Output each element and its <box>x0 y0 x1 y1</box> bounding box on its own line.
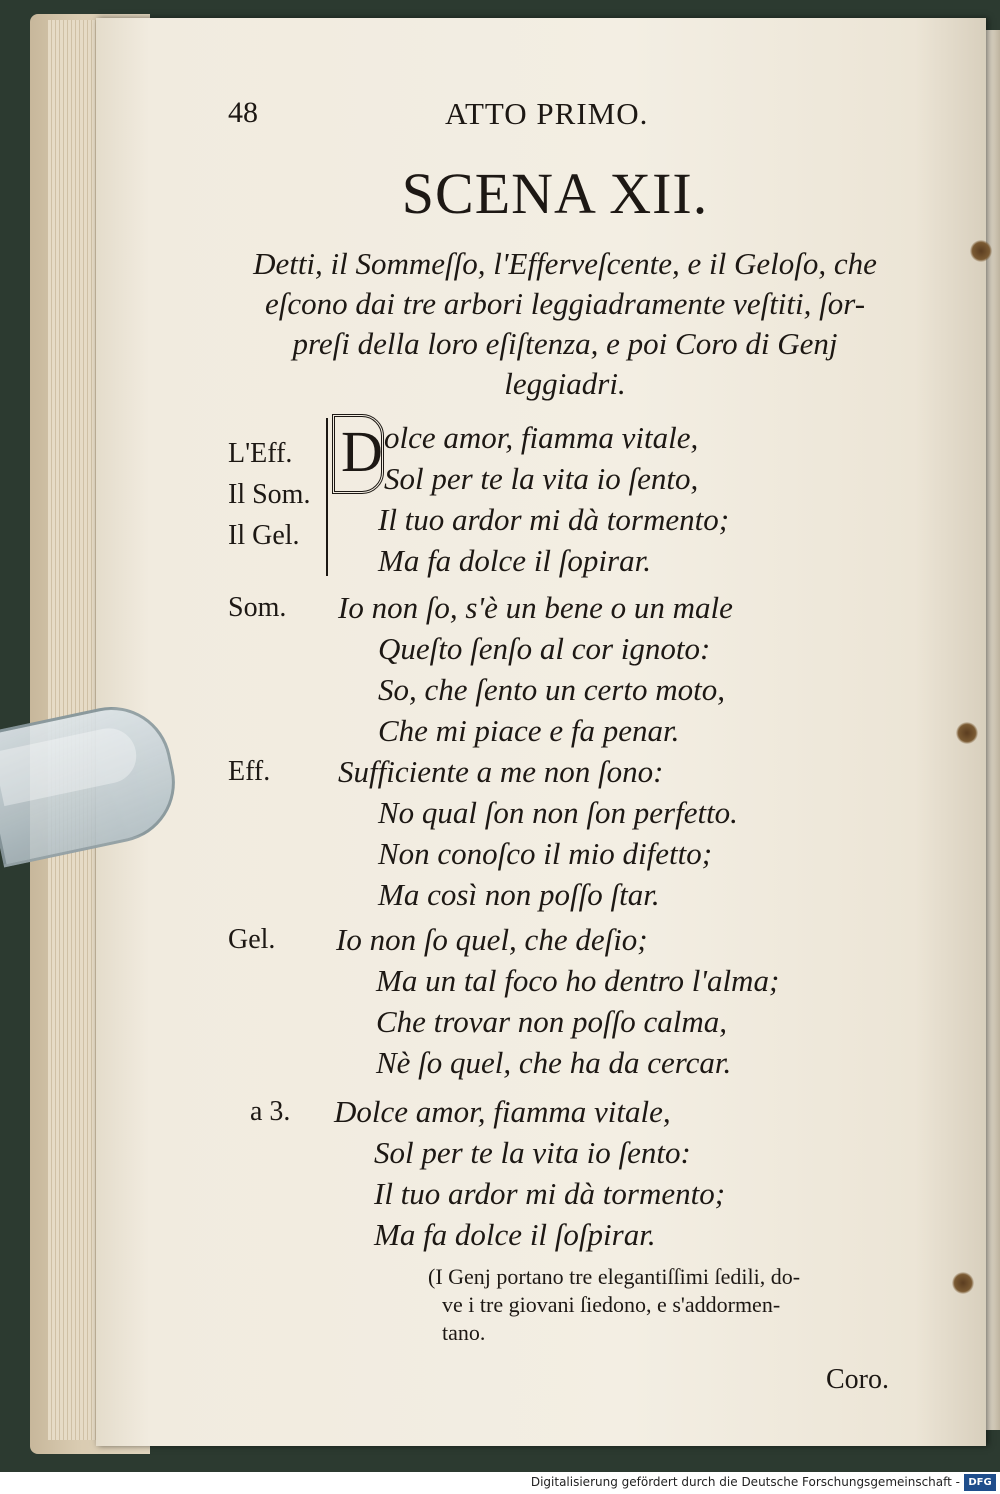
speaker-label: Som. <box>228 592 287 623</box>
stage-note-line: tano. <box>442 1320 486 1345</box>
speaker-label: a 3. <box>250 1096 291 1127</box>
binding-thread <box>952 1272 974 1294</box>
verse-line: Io non ſo quel, che deſio; <box>336 922 648 957</box>
clip-highlight <box>0 723 141 806</box>
stage-note-line: ve i tre giovani ſiedono, e s'addormen- <box>442 1292 781 1317</box>
verse-line: Ma così non poſſo ſtar. <box>378 877 660 912</box>
speaker-label: L'Eff. <box>228 438 293 469</box>
binding-thread <box>956 722 978 744</box>
dropcap-letter: D <box>341 419 383 484</box>
speaker-label: Il Som. <box>228 479 311 510</box>
verse-line: Io non ſo, s'è un bene o un male <box>338 590 733 625</box>
footer-bar <box>0 1472 1000 1494</box>
scene-title: SCENA XII. <box>401 161 709 226</box>
verse-line: Ma un tal foco ho dentro l'alma; <box>376 963 780 998</box>
verse-line: Sufficiente a me non ſono: <box>338 754 664 789</box>
verse-line: Queſto ſenſo al cor ignoto: <box>378 631 711 666</box>
verse-line: Nè ſo quel, che ha da cercar. <box>376 1045 732 1080</box>
verse-line: Il tuo ardor mi dà tormento; <box>374 1176 726 1211</box>
stage-note-line: (I Genj portano tre elegantiſſimi ſedili, do- <box>428 1264 801 1289</box>
verse-line: Sol per te la vita io ſento, <box>384 461 699 496</box>
speaker-label: Eff. <box>228 756 271 787</box>
verse-line: Non conoſco il mio difetto; <box>378 836 713 871</box>
verse-line: No qual ſon non ſon perfetto. <box>378 795 738 830</box>
stage-line: eſcono dai tre arbori leggiadramente veſtiti, ſor- <box>264 286 866 321</box>
footer-credit: Digitalisierung gefördert durch die Deutsche Forschungsgemeinschaft - <box>530 1475 960 1489</box>
stage-line: preſi della loro eſiſtenza, e poi Coro di Genj <box>292 326 838 361</box>
verse-line: Ma fa dolce il ſopirar. <box>378 543 651 578</box>
catchword: Coro. <box>826 1364 889 1395</box>
verse-line: Che trovar non poſſo calma, <box>376 1004 728 1039</box>
verse-line: So, che ſento un certo moto, <box>378 672 725 707</box>
verse-line: olce amor, fiamma vitale, <box>384 420 699 455</box>
binding-thread <box>970 240 992 262</box>
page-number: 48 <box>228 96 258 129</box>
stage-line: Detti, il Sommeſſo, l'Efferveſcente, e il Geloſo, che <box>253 246 877 281</box>
dfg-logo: DFG <box>964 1474 996 1491</box>
decorative-initial <box>332 414 384 494</box>
stage-direction <box>220 244 910 404</box>
speaker-label: Il Gel. <box>228 520 300 551</box>
verse-line: Il tuo ardor mi dà tormento; <box>378 502 730 537</box>
verse-line: Dolce amor, fiamma vitale, <box>334 1094 671 1129</box>
verse-line: Sol per te la vita io ſento: <box>374 1135 691 1170</box>
running-title: ATTO PRIMO. <box>445 96 649 131</box>
verse-line: Che mi piace e fa penar. <box>378 713 680 748</box>
stage-line: leggiadri. <box>504 366 626 401</box>
verse-line: Ma fa dolce il ſoſpirar. <box>374 1217 656 1252</box>
speaker-label: Gel. <box>228 924 276 955</box>
